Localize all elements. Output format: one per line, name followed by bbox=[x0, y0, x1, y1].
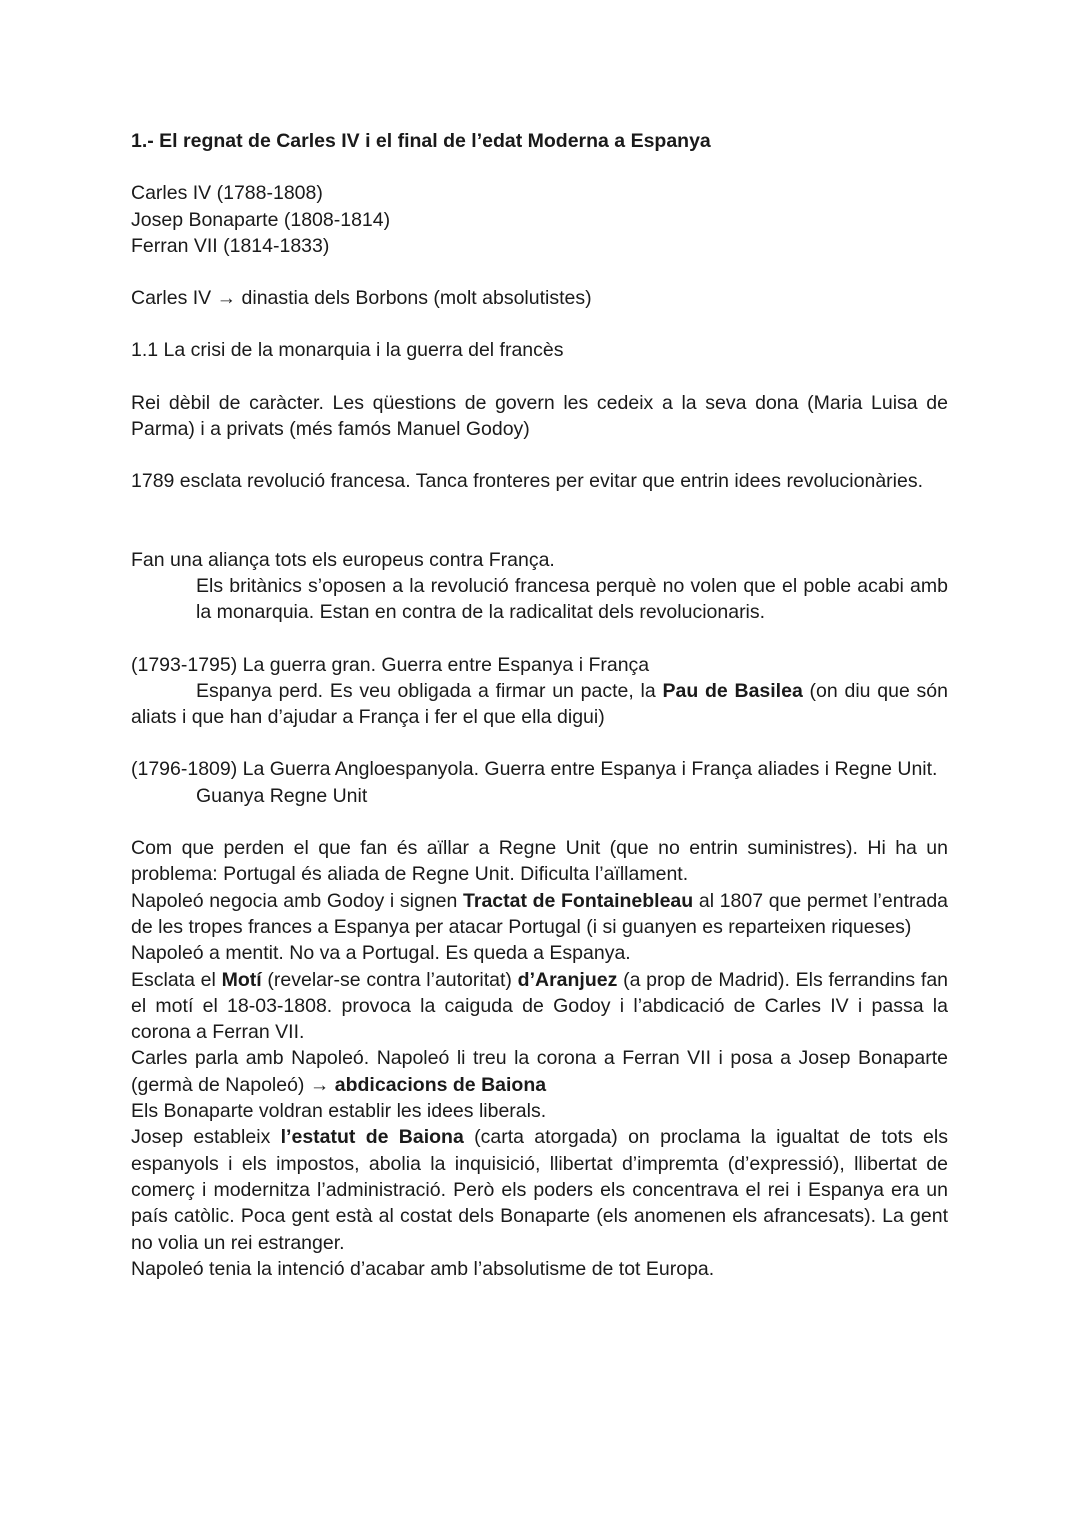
term-abdicacions-baiona: abdicacions de Baiona bbox=[334, 1073, 547, 1096]
paragraph-napoleon-intent: Napoleó tenia la intenció d’acabar amb l’absolutisme de tot Europa. bbox=[131, 1257, 715, 1280]
paragraph-lied: Napoleó a mentit. No va a Portugal. Es queda a Espanya. bbox=[131, 942, 631, 965]
paragraph-uk-wins: Guanya Regne Unit bbox=[196, 784, 368, 807]
paragraph-basilea: Espanya perd. Es veu obligada a firmar un pacte, la Pau de Basilea (on diu que són aliats i que han d’ajudar a França i fer el que ella digui) bbox=[131, 679, 948, 729]
paragraph-baiona-abdications: Carles parla amb Napoleó. Napoleó li treu la corona a Ferran VII i posa a Josep Bonaparte (germà de Napoleó) → abdicacions de Baiona bbox=[131, 1047, 948, 1096]
paragraph-estatut: Josep estableix l’estatut de Baiona (carta atorgada) on proclama la igualtat de tots els espanyols i els impostos, abolia la inquisició, llibertat d’impremta (d’expressió), llibertat de comerç i modernitza l’administració. Però els poders els concentrava el rei i Espanya era un país catòlic. Poca gent està al costat dels Bonaparte (els anomenen els afrancesats). La gent no volia un rei estranger. bbox=[131, 1126, 948, 1254]
reign-item: Josep Bonaparte (1808-1814) bbox=[131, 208, 391, 231]
document-page bbox=[131, 128, 948, 1282]
paragraph-isolate: Com que perden el que fan és aïllar a Regne Unit (que no entrin suministres). Hi ha un problema: Portugal és aliada de Regne Unit. Dificulta l’aïllament. bbox=[131, 837, 948, 886]
term-estatut-baiona: l’estatut de Baiona bbox=[280, 1126, 464, 1149]
paragraph-weak-king: Rei dèbil de caràcter. Les qüestions de govern les cedeix a la seva dona (Maria Luisa de Parma) i a privats (més famós Manuel Godoy) bbox=[131, 391, 948, 441]
paragraph-revolution: 1789 esclata revolució francesa. Tanca fronteres per evitar que entrin idees revolucionàries. bbox=[131, 470, 924, 493]
section-subtitle: 1.1 La crisi de la monarquia i la guerra del francès bbox=[131, 339, 564, 362]
term-pau-de-basilea: Pau de Basilea bbox=[662, 679, 803, 702]
dynasty-line: Carles IV → dinastia dels Borbons (molt absolutistes) bbox=[131, 287, 592, 310]
paragraph-liberal: Els Bonaparte voldran establir les idees liberals. bbox=[131, 1100, 547, 1123]
paragraph-fontainebleau: Napoleó negocia amb Godoy i signen Tractat de Fontainebleau al 1807 que permet l’entrada de les tropes frances a Espanya per atacar Portugal (i si guanyen es reparteixen riqueses) bbox=[131, 889, 949, 938]
term-moti: Motí bbox=[221, 968, 262, 991]
paragraph-alliance: Fan una aliança tots els europeus contra França. bbox=[131, 548, 555, 571]
reign-item: Carles IV (1788-1808) bbox=[131, 182, 323, 205]
term-aranjuez: d’Aranjuez bbox=[517, 968, 618, 991]
paragraph-anglo-war: (1796-1809) La Guerra Angloespanyola. Guerra entre Espanya i França aliades i Regne Unit. bbox=[131, 758, 938, 781]
reigns-list bbox=[131, 180, 948, 259]
page-title: 1.- El regnat de Carles IV i el final de l’edat Moderna a Espanya bbox=[131, 130, 711, 152]
reign-item: Ferran VII (1814-1833) bbox=[131, 234, 330, 257]
paragraph-aranjuez: Esclata el Motí (revelar-se contra l’autoritat) d’Aranjuez (a prop de Madrid). Els ferrandins fan el motí el 18-03-1808. provoca la caiguda de Godoy i l’abdicació de Carles IV i passa la corona a Ferran VII. bbox=[131, 968, 949, 1044]
paragraph-british: Els britànics s’oposen a la revolució francesa perquè no volen que el poble acabi amb la monarquia. Estan en contra de la radicalitat dels revolucionaris. bbox=[196, 574, 948, 624]
term-fontainebleau: Tractat de Fontainebleau bbox=[463, 889, 694, 912]
paragraph-great-war: (1793-1795) La guerra gran. Guerra entre Espanya i França bbox=[131, 653, 650, 676]
